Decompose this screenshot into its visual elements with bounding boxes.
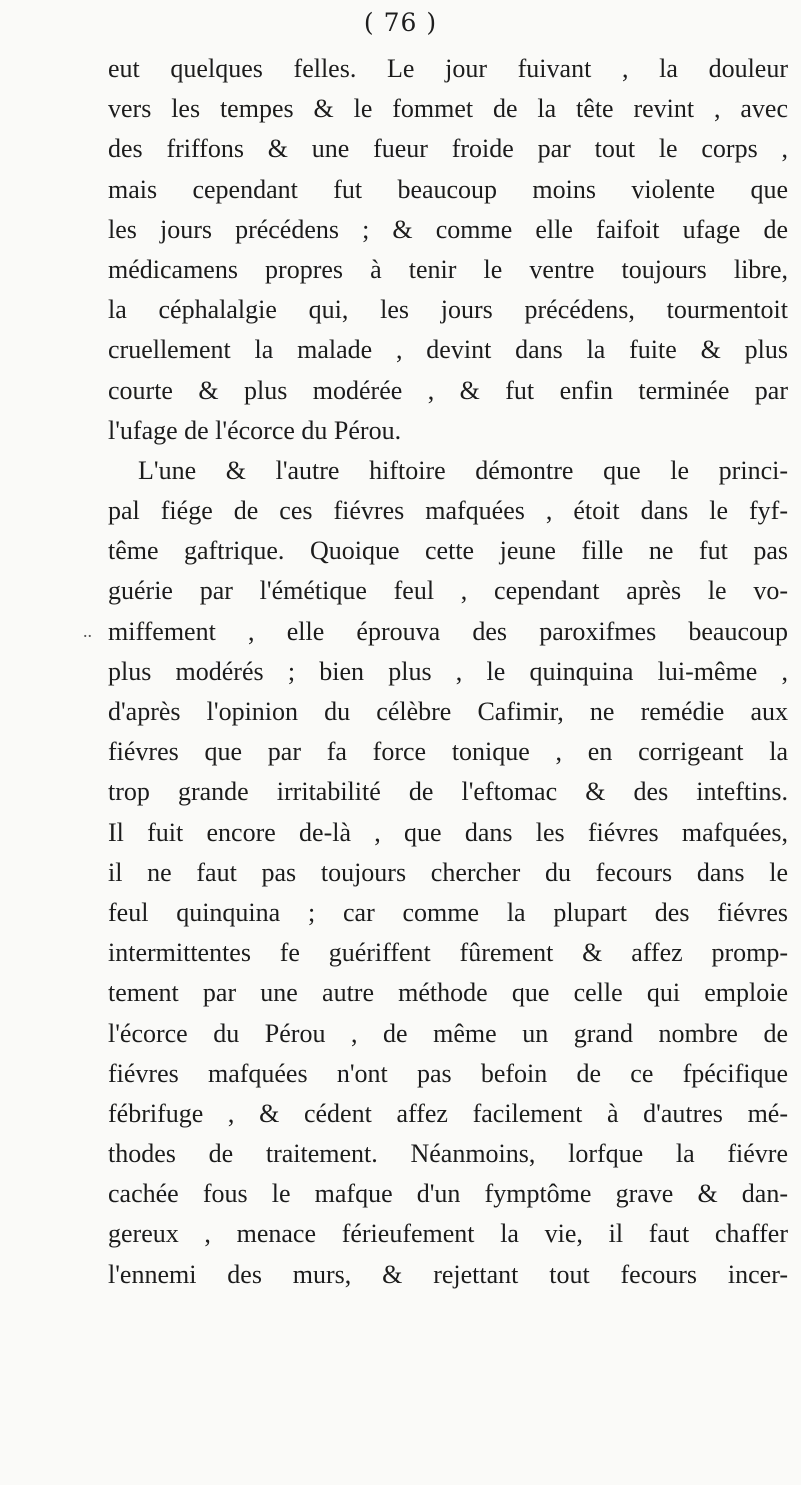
text-line: intermittentes fe guériffent fûrement & affez promp- [108,938,788,968]
text-line: guérie par l'émétique feul , cependant après le vo- [108,576,788,606]
text-line: Il fuit encore de-là , que dans les fiévres mafquées, [108,817,788,847]
text-line: l'ennemi des murs, & rejettant tout fecours incer- [108,1259,788,1289]
text-line: plus modérés ; bien plus , le quinquina lui-même , [108,656,788,686]
text-line: pal fiége de ces fiévres mafquées , étoit dans le fyf- [108,496,788,526]
text-line: courte & plus modérée , & fut enfin terminée par [108,375,788,405]
text-line: tement par une autre méthode que celle qui emploie [108,978,788,1008]
text-line: les jours précédens ; & comme elle faifoit ufage de [108,214,788,244]
text-line: cachée fous le mafque d'un fymptôme grave & dan- [108,1179,788,1209]
text-line: fébrifuge , & cédent affez facilement à d'autres mé- [108,1098,788,1128]
text-line: il ne faut pas toujours chercher du fecours dans le [108,857,788,887]
text-line: tême gaftrique. Quoique cette jeune fille ne fut pas [108,536,788,566]
text-line: miffement , elle éprouva des paroxifmes beaucoup [108,616,788,646]
text-line: la céphalalgie qui, les jours précédens, tourmentoit [108,295,788,325]
text-line: gereux , menace férieufement la vie, il faut chaffer [108,1219,788,1249]
text-line: thodes de traitement. Néanmoins, lorfque la fiévre [108,1139,788,1169]
paragraph-end-line: l'ufage de l'écorce du Pérou. [108,415,402,445]
text-line: fiévres mafquées n'ont pas befoin de ce fpécifique [108,1058,788,1088]
text-line: vers les tempes & le fommet de la tête revint , avec [108,94,788,124]
paragraph-start-line: L'une & l'autre hiftoire démontre que le princi- [138,455,788,485]
text-line: mais cependant fut beaucoup moins violente que [108,174,788,204]
text-line: feul quinquina ; car comme la plupart des fiévres [108,897,788,927]
text-line: l'écorce du Pérou , de même un grand nombre de [108,1018,788,1048]
text-line: d'après l'opinion du célèbre Cafimir, ne remédie aux [108,697,788,726]
page-number: ( 76 ) [363,8,438,37]
body-text [108,49,788,1295]
text-line: médicamens propres à tenir le ventre toujours libre, [108,254,788,284]
text-line: trop grande irritabilité de l'eftomac & des inteftins. [108,777,788,807]
text-line: des friffons & une fueur froide par tout le corps , [108,134,788,164]
text-line: eut quelques felles. Le jour fuivant , la douleur [108,54,788,83]
margin-mark: .. [83,621,92,641]
text-line: fiévres que par fa force tonique , en corrigeant la [108,737,788,767]
text-line: cruellement la malade , devint dans la fuite & plus [108,335,788,365]
